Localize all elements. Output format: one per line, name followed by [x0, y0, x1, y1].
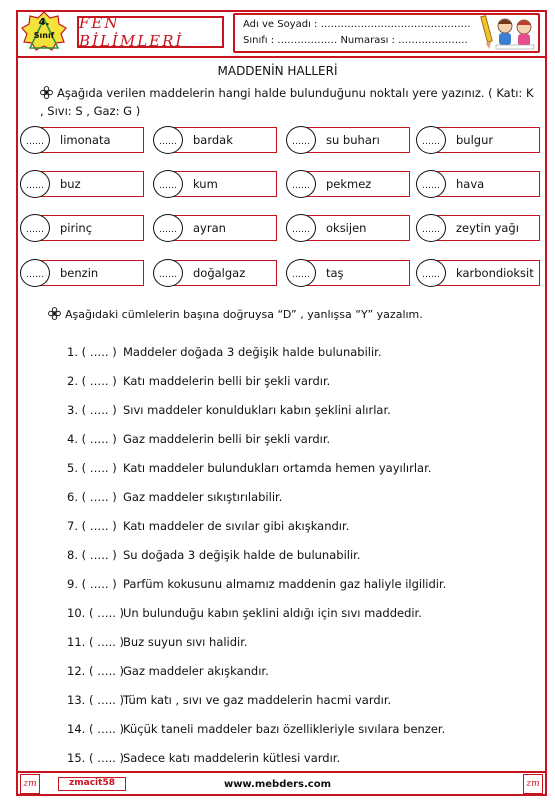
- substance-item: [286, 127, 410, 153]
- answer-blank: ……: [159, 137, 177, 147]
- substance-label: kum: [193, 177, 218, 191]
- answer-blank: ……: [26, 225, 44, 235]
- statement-text: Gaz maddeler akışkandır.: [123, 664, 269, 678]
- statement-text: Küçük taneli maddeler bazı özellikleriyle sıvılara benzer.: [123, 722, 446, 736]
- answer-blank: ……: [26, 181, 44, 191]
- statement-text: Katı maddelerin belli bir şekli vardır.: [123, 374, 331, 388]
- statement-number[interactable]: 8. ( ….. ): [67, 548, 117, 562]
- substance-label: su buharı: [326, 133, 380, 147]
- header-divider: [16, 56, 547, 58]
- statement-row: [67, 751, 340, 765]
- footer-logo-right: zm: [523, 774, 543, 794]
- statement-row: [67, 577, 446, 591]
- substance-label: ayran: [193, 221, 226, 235]
- substance-label: buz: [60, 177, 81, 191]
- answer-blank: ……: [159, 225, 177, 235]
- substance-item: [20, 215, 144, 241]
- statement-text: Gaz maddelerin belli bir şekli vardır.: [123, 432, 331, 446]
- footer-logo-left: zm: [20, 774, 40, 794]
- statement-number[interactable]: 3. ( ….. ): [67, 403, 117, 417]
- answer-circle[interactable]: [416, 170, 446, 198]
- answer-circle[interactable]: [20, 214, 50, 242]
- statement-number[interactable]: 14. ( ….. ): [67, 722, 125, 736]
- substance-item: [153, 127, 277, 153]
- statement-row: [67, 548, 361, 562]
- answer-circle[interactable]: [20, 170, 50, 198]
- answer-circle[interactable]: [416, 126, 446, 154]
- grade-label: Sınıf: [33, 31, 55, 40]
- statement-row: [67, 403, 391, 417]
- flower-bullet-icon: [48, 307, 61, 320]
- statement-row: [67, 461, 431, 475]
- substance-item: [416, 171, 540, 197]
- answer-blank: ……: [159, 270, 177, 280]
- statement-text: Maddeler doğada 3 değişik halde bulunabilir.: [123, 345, 382, 359]
- substance-item: [20, 171, 144, 197]
- statement-number[interactable]: 4. ( ….. ): [67, 432, 117, 446]
- substance-item: [20, 260, 144, 286]
- substance-item: [416, 127, 540, 153]
- substance-item: [416, 260, 540, 286]
- substance-item: [153, 260, 277, 286]
- answer-blank: ……: [292, 181, 310, 191]
- statement-number[interactable]: 13. ( ….. ): [67, 693, 125, 707]
- statement-number[interactable]: 9. ( ….. ): [67, 577, 117, 591]
- substance-item: [153, 171, 277, 197]
- instruction-2: [48, 307, 423, 321]
- statement-number[interactable]: 6. ( ….. ): [67, 490, 117, 504]
- answer-circle[interactable]: [153, 170, 183, 198]
- substance-label: pekmez: [326, 177, 372, 191]
- substance-label: doğalgaz: [193, 266, 246, 280]
- statement-text: Parfüm kokusunu almamız maddenin gaz haliyle ilgilidir.: [123, 577, 447, 591]
- answer-blank: ……: [422, 270, 440, 280]
- substance-item: [286, 260, 410, 286]
- substance-label: karbondioksit: [456, 266, 534, 280]
- answer-blank: ……: [159, 181, 177, 191]
- answer-blank: ……: [292, 225, 310, 235]
- subject-box: [77, 16, 224, 48]
- answer-blank: ……: [292, 270, 310, 280]
- answer-circle[interactable]: [286, 170, 316, 198]
- answer-blank: ……: [422, 225, 440, 235]
- statement-number[interactable]: 10. ( ….. ): [67, 606, 125, 620]
- statement-row: [67, 722, 445, 736]
- statement-row: [67, 490, 282, 504]
- substance-item: [20, 127, 144, 153]
- student-class-field[interactable]: Sınıfı : ……………… Numarası : ………………...: [243, 35, 468, 46]
- worksheet-title: MADDENİN HALLERİ: [217, 64, 338, 78]
- substance-item: [153, 215, 277, 241]
- statement-row: [67, 345, 382, 359]
- statement-text: Sadece katı maddelerin kütlesi vardır.: [123, 751, 341, 765]
- answer-blank: ……: [422, 181, 440, 191]
- statement-row: [67, 635, 248, 649]
- statement-text: Gaz maddeler sıkıştırılabilir.: [123, 490, 283, 504]
- answer-blank: ……: [26, 137, 44, 147]
- statement-number[interactable]: 12. ( ….. ): [67, 664, 125, 678]
- answer-blank: ……: [292, 137, 310, 147]
- statement-row: [67, 374, 330, 388]
- statement-text: Buz suyun sıvı halidir.: [123, 635, 248, 649]
- substance-label: limonata: [60, 133, 111, 147]
- substance-item: [416, 215, 540, 241]
- statement-text: Tüm katı , sıvı ve gaz maddelerin hacmi vardır.: [123, 693, 392, 707]
- statement-row: [67, 693, 391, 707]
- answer-blank: ……: [26, 270, 44, 280]
- answer-circle[interactable]: [153, 214, 183, 242]
- substance-label: bulgur: [456, 133, 494, 147]
- statement-number[interactable]: 5. ( ….. ): [67, 461, 117, 475]
- flower-bullet-icon: [40, 86, 53, 99]
- grade-badge: [20, 10, 68, 54]
- footer-url[interactable]: www.mebders.com: [223, 779, 332, 790]
- statement-number[interactable]: 11. ( ….. ): [67, 635, 125, 649]
- statement-text: Katı maddeler bulundukları ortamda hemen yayılırlar.: [123, 461, 432, 475]
- statement-row: [67, 664, 269, 678]
- footer-divider: [16, 771, 547, 773]
- answer-blank: ……: [422, 137, 440, 147]
- footer-code: zmacit58: [58, 777, 126, 791]
- answer-circle[interactable]: [416, 259, 446, 287]
- substance-label: bardak: [193, 133, 233, 147]
- statement-number[interactable]: 2. ( ….. ): [67, 374, 117, 388]
- substance-label: hava: [456, 177, 485, 191]
- statement-row: [67, 432, 330, 446]
- answer-circle[interactable]: [286, 214, 316, 242]
- statement-text: Su doğada 3 değişik halde de bulunabilir.: [123, 548, 361, 562]
- statement-text: Katı maddeler de sıvılar gibi akışkandır.: [123, 519, 350, 533]
- statement-row: [67, 519, 349, 533]
- student-name-field[interactable]: Adı ve Soyadı : ………………………………………: [243, 19, 471, 30]
- substance-item: [286, 171, 410, 197]
- statement-text: Un bulunduğu kabın şeklini aldığı için sıvı maddedir.: [123, 606, 422, 620]
- substance-label: oksijen: [326, 221, 367, 235]
- answer-circle[interactable]: [153, 126, 183, 154]
- statement-row: [67, 606, 422, 620]
- answer-circle[interactable]: [416, 214, 446, 242]
- statement-number[interactable]: 7. ( ….. ): [67, 519, 117, 533]
- kids-pencil-icon: [478, 12, 538, 52]
- answer-circle[interactable]: [286, 259, 316, 287]
- substance-label: zeytin yağı: [456, 221, 519, 235]
- instruction-1-text: Aşağıda verilen maddelerin hangi halde bulunduğunu noktalı yere yazınız. ( Katı: K , Sıvı: S , Gaz: G ): [40, 86, 534, 118]
- substance-label: benzin: [60, 266, 99, 280]
- answer-circle[interactable]: [20, 126, 50, 154]
- statement-number[interactable]: 15. ( ….. ): [67, 751, 125, 765]
- subject-title: FEN BİLİMLERİ: [79, 14, 184, 50]
- substance-item: [286, 215, 410, 241]
- answer-circle[interactable]: [153, 259, 183, 287]
- statement-text: Sıvı maddeler konuldukları kabın şeklini alırlar.: [123, 403, 391, 417]
- answer-circle[interactable]: [286, 126, 316, 154]
- substance-label: taş: [326, 266, 344, 280]
- substance-label: pirinç: [60, 221, 93, 235]
- instruction-2-text: Aşağıdaki cümlelerin başına doğruysa “D” , yanlışsa “Y” yazalım.: [65, 308, 423, 321]
- grade-number: 4.: [38, 17, 50, 28]
- statement-number[interactable]: 1. ( ….. ): [67, 345, 117, 359]
- answer-circle[interactable]: [20, 259, 50, 287]
- instruction-1: [40, 84, 540, 120]
